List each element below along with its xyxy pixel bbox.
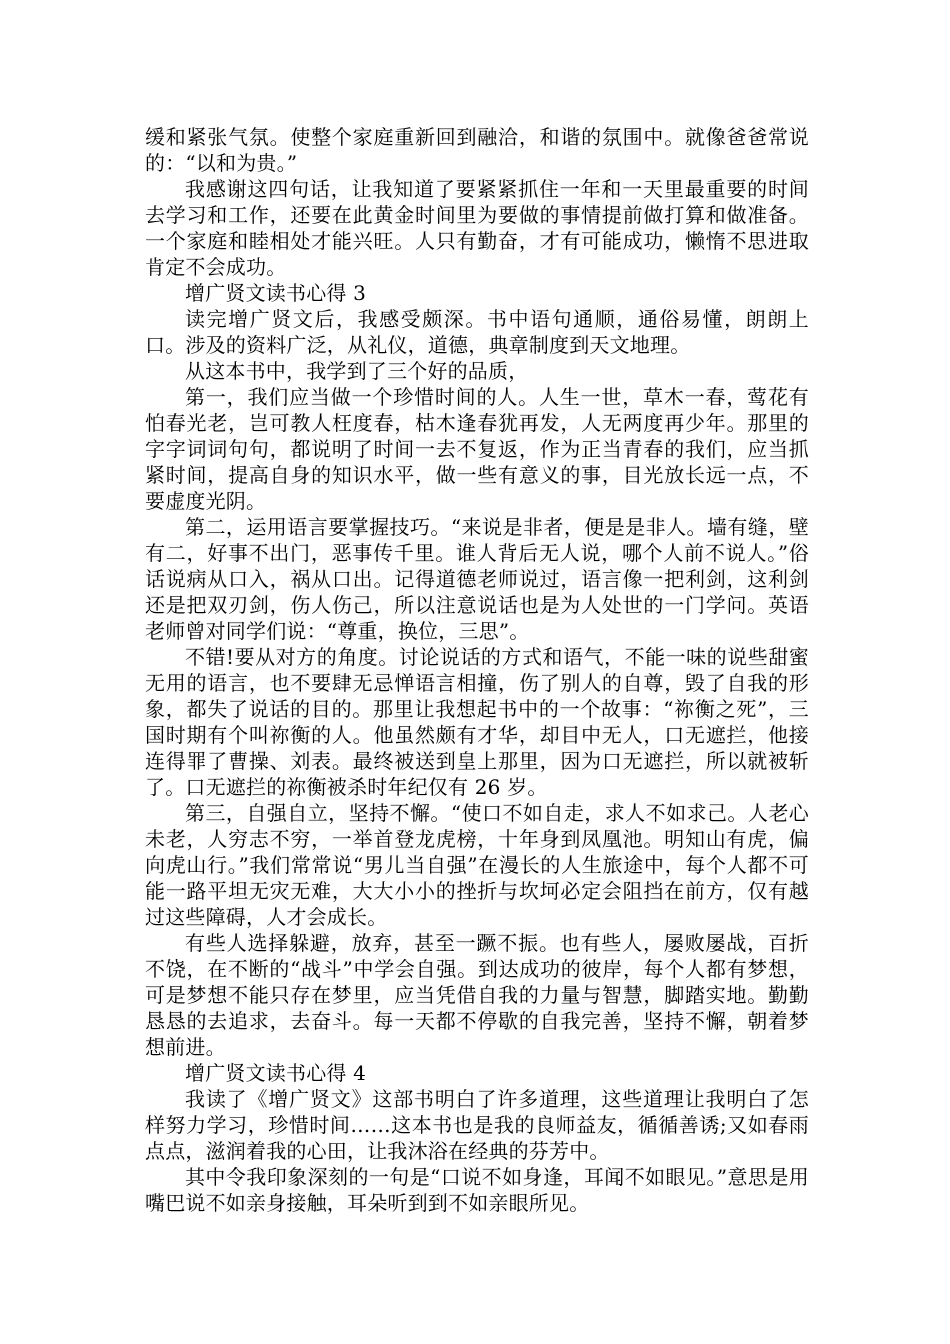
paragraph-continuation: 缓和紧张气氛。使整个家庭重新回到融洽，和谐的氛围中。就像爸爸常说的：“以和为贵。”: [145, 125, 809, 175]
paragraph: 其中令我印象深刻的一句是“口说不如身逢，耳闻不如眼见。”意思是用嘴巴说不如亲身接触，耳朵听到到不如亲眼所见。: [145, 1165, 809, 1215]
section-heading-4: 增广贤文读书心得 4: [185, 1061, 367, 1085]
paragraph: 不错!要从对方的角度。讨论说话的方式和语气，不能一味的说些甜蜜无用的语言，也不要肆无忌惮语言相撞，伤了别人的自尊，毁了自我的形象，都失了说话的目的。那里让我想起书中的一个故事：“祢衡之死”，三国时期有个叫祢衡的人。他虽然颇有才华，却目中无人，口无遮拦，他接连得罪了曹操、刘表。最终被送到皇上那里，因为口无遮拦，所以就被斩了。口无遮拦的祢衡被杀时年纪仅有 26 岁。: [145, 645, 809, 799]
document-page: [145, 124, 809, 1216]
section-heading-3: 增广贤文读书心得 3: [185, 281, 367, 305]
paragraph: 第二，运用语言要掌握技巧。“来说是非者，便是是非人。墙有缝，壁有二，好事不出门，恶事传千里。谁人背后无人说，哪个人前不说人。”俗话说病从口入，祸从口出。记得道德老师说过，语言像一把利剑，这利剑还是把双刃剑，伤人伤己，所以注意说话也是为人处世的一门学问。英语老师曾对同学们说：“尊重，换位，三思”。: [145, 515, 809, 643]
paragraph: 第三，自强自立，坚持不懈。“使口不如自走，求人不如求己。人老心未老，人穷志不穷，一举首登龙虎榜，十年身到凤凰池。明知山有虎，偏向虎山行。”我们常常说“男儿当自强”在漫长的人生旅途中，每个人都不可能一路平坦无灾无难，大大小小的挫折与坎坷必定会阻挡在前方，仅有越过这些障碍，人才会成长。: [145, 801, 809, 929]
paragraph: 我读了《增广贤文》这部书明白了许多道理，这些道理让我明白了怎样努力学习，珍惜时间……这本书也是我的良师益友，循循善诱;又如春雨点点，滋润着我的心田，让我沐浴在经典的芬芳中。: [145, 1087, 809, 1163]
paragraph: 我感谢这四句话，让我知道了要紧紧抓住一年和一天里最重要的时间去学习和工作，还要在此黄金时间里为要做的事情提前做打算和做准备。一个家庭和睦相处才能兴旺。人只有勤奋，才有可能成功，懒惰不思进取肯定不会成功。: [145, 177, 809, 279]
paragraph: 从这本书中，我学到了三个好的品质，: [185, 359, 529, 383]
paragraph: 读完增广贤文后，我感受颇深。书中语句通顺，通俗易懂，朗朗上口。涉及的资料广泛，从礼仪，道德，典章制度到天文地理。: [145, 307, 809, 357]
paragraph: 有些人选择躲避，放弃，甚至一蹶不振。也有些人，屡败屡战，百折不饶，在不断的“战斗”中学会自强。到达成功的彼岸，每个人都有梦想，可是梦想不能只存在梦里，应当凭借自我的力量与智慧，脚踏实地。勤勤恳恳的去追求，去奋斗。每一天都不停歇的自我完善，坚持不懈，朝着梦想前进。: [145, 931, 809, 1059]
paragraph: 第一，我们应当做一个珍惜时间的人。人生一世，草木一春，莺花有怕春光老，岂可教人枉度春，枯木逢春犹再发，人无两度再少年。那里的字字词词句句，都说明了时间一去不复返，作为正当青春的我们，应当抓紧时间，提高自身的知识水平，做一些有意义的事，目光放长远一点，不要虚度光阴。: [145, 385, 809, 513]
